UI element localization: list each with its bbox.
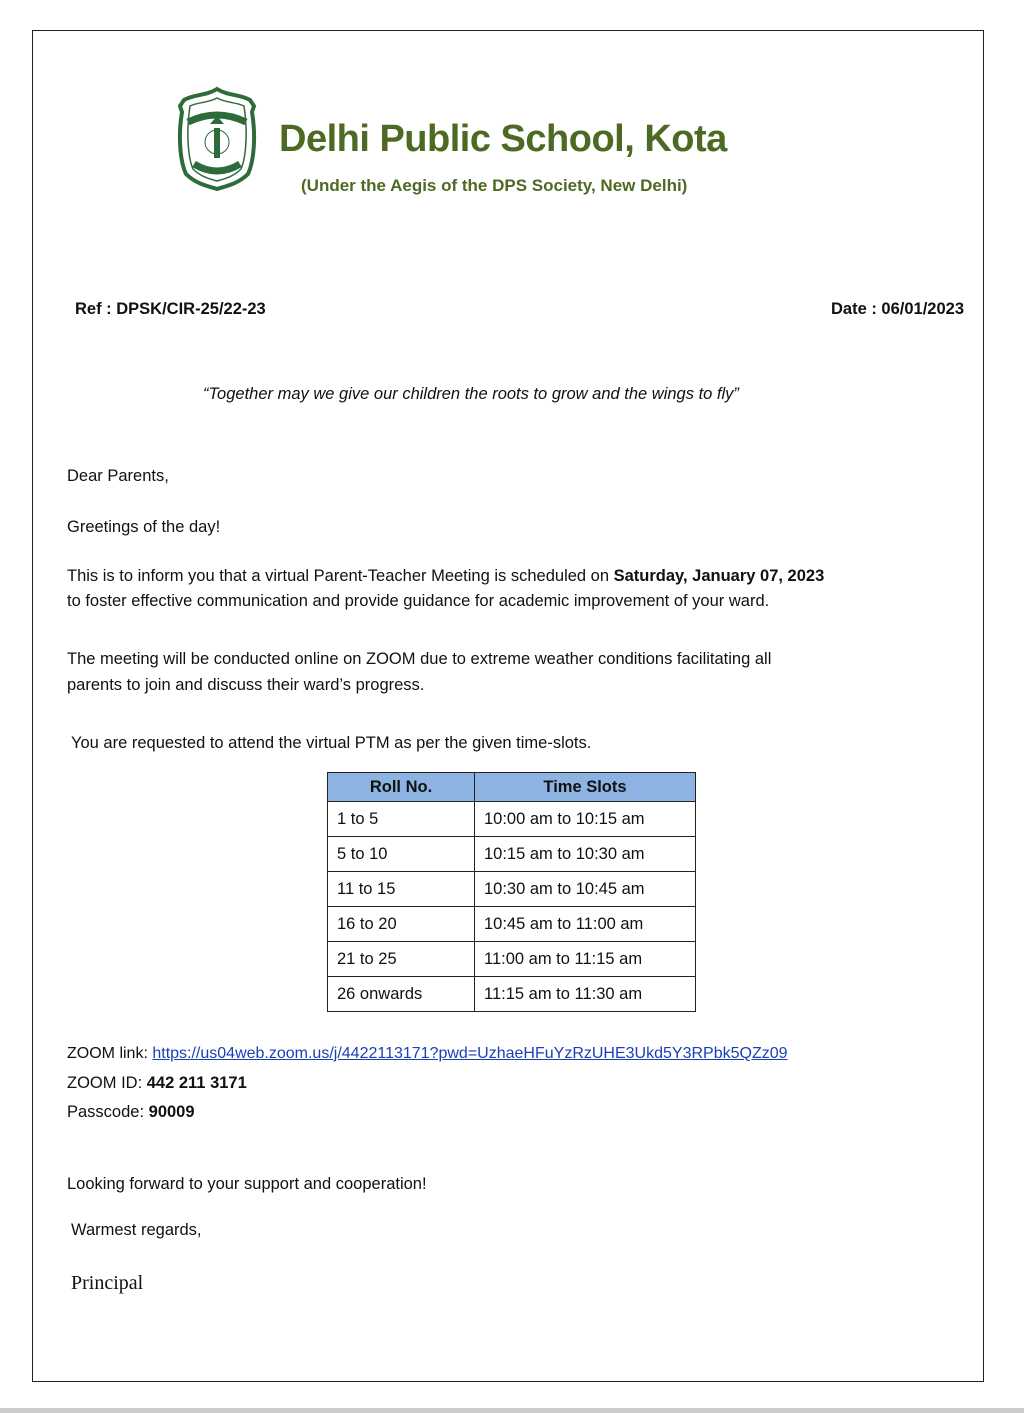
bottom-edge — [0, 1408, 1024, 1413]
zoom-id-label: ZOOM ID: — [67, 1074, 147, 1092]
time-slots-table — [327, 772, 696, 1012]
school-subtitle: (Under the Aegis of the DPS Society, New Delhi) — [301, 176, 688, 195]
roll-cell: 16 to 20 — [328, 907, 475, 942]
school-name: Delhi Public School, Kota — [279, 118, 727, 160]
paragraph-1-line-2: to foster effective communication and provide guidance for academic improvement of your ward. — [67, 592, 770, 610]
school-logo-icon — [176, 86, 258, 191]
motto: “Together may we give our children the roots to grow and the wings to fly” — [203, 385, 739, 403]
passcode-line — [67, 1103, 195, 1122]
reference-number: Ref : DPSK/CIR-25/22-23 — [75, 300, 266, 318]
table-row — [328, 942, 696, 977]
table-row — [328, 802, 696, 837]
roll-cell: 21 to 25 — [328, 942, 475, 977]
paragraph-2-line-2: parents to join and discuss their ward’s progress. — [67, 676, 425, 694]
paragraph-1-line-1 — [67, 567, 824, 586]
paragraph-2-line-1: The meeting will be conducted online on ZOOM due to extreme weather conditions facilitating all — [67, 650, 772, 668]
table-row — [328, 837, 696, 872]
roll-cell: 5 to 10 — [328, 837, 475, 872]
slot-cell: 10:30 am to 10:45 am — [475, 872, 696, 907]
slot-cell: 11:00 am to 11:15 am — [475, 942, 696, 977]
zoom-id: 442 211 3171 — [146, 1074, 247, 1092]
column-header-time-slots: Time Slots — [475, 773, 696, 802]
salutation: Dear Parents, — [67, 467, 169, 485]
paragraph-1-text: This is to inform you that a virtual Parent-Teacher Meeting is scheduled on — [67, 567, 614, 585]
roll-cell: 26 onwards — [328, 977, 475, 1012]
paragraph-3: You are requested to attend the virtual PTM as per the given time-slots. — [71, 734, 592, 752]
zoom-meeting-link[interactable]: https://us04web.zoom.us/j/4422113171?pwd=UzhaeHFuYzRzUHE3Ukd5Y3RPbk5QZz09 — [152, 1045, 788, 1062]
table-row — [328, 872, 696, 907]
table-header-row — [328, 773, 696, 802]
column-header-roll-no: Roll No. — [328, 773, 475, 802]
meeting-date: Saturday, January 07, 2023 — [613, 567, 825, 585]
table-row — [328, 977, 696, 1012]
circular-date: Date : 06/01/2023 — [830, 300, 964, 318]
roll-cell: 11 to 15 — [328, 872, 475, 907]
signature: Principal — [71, 1272, 144, 1294]
zoom-id-line — [67, 1074, 247, 1093]
zoom-link-line — [67, 1045, 788, 1063]
greeting: Greetings of the day! — [67, 518, 221, 536]
slot-cell: 10:45 am to 11:00 am — [475, 907, 696, 942]
roll-cell: 1 to 5 — [328, 802, 475, 837]
slot-cell: 11:15 am to 11:30 am — [475, 977, 696, 1012]
regards: Warmest regards, — [71, 1221, 202, 1239]
closing-line: Looking forward to your support and cooperation! — [67, 1175, 427, 1193]
zoom-link-label: ZOOM link: — [67, 1045, 153, 1062]
table-row — [328, 907, 696, 942]
slot-cell: 10:15 am to 10:30 am — [475, 837, 696, 872]
slot-cell: 10:00 am to 10:15 am — [475, 802, 696, 837]
passcode: 90009 — [148, 1103, 195, 1121]
passcode-label: Passcode: — [67, 1103, 149, 1121]
